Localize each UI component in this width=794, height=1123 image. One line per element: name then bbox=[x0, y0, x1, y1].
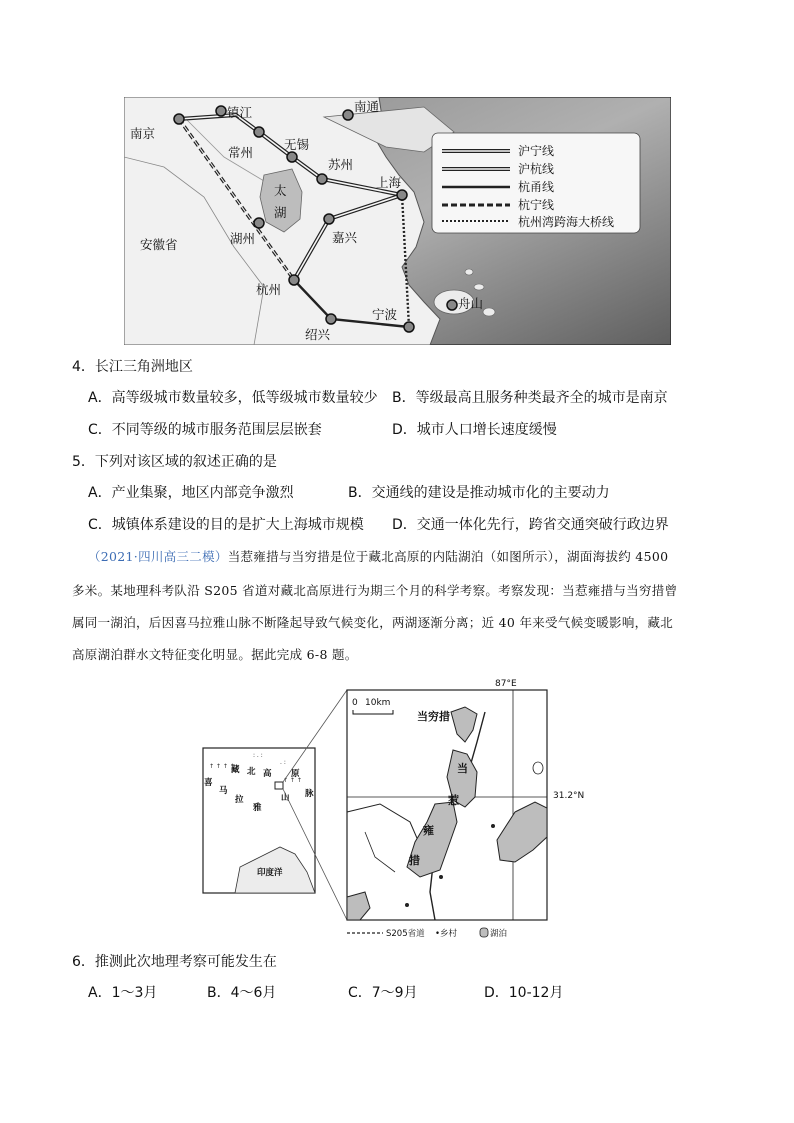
legend-label: 杭州湾跨海大桥线 bbox=[518, 215, 615, 229]
city-label: 镇江 bbox=[227, 105, 253, 120]
q4-option-d: D．城市人口增长速度缓慢 bbox=[392, 422, 557, 438]
legend-label: 杭宁线 bbox=[518, 198, 555, 212]
question-4-stem: 4．长江三角洲地区 bbox=[72, 359, 193, 375]
q6-option-d: D．10-12月 bbox=[484, 985, 564, 1001]
legend-label: 沪宁线 bbox=[518, 144, 555, 158]
city-label: 南通 bbox=[354, 99, 380, 114]
scale-zero: 0 bbox=[352, 698, 358, 708]
scale-km: 10km bbox=[365, 698, 391, 708]
inset-label: 北 bbox=[247, 767, 256, 777]
q6-option-b: B．4～6月 bbox=[207, 985, 277, 1001]
inset-label: 脉 bbox=[305, 789, 314, 799]
passage-line-4: 高原湖泊群水文特征变化明显。据此完成 6-8 题。 bbox=[72, 647, 358, 662]
legend-label: 杭甬线 bbox=[518, 180, 555, 194]
inset-label: 印度洋 bbox=[257, 868, 283, 878]
passage-line-2: 多米。某地理科考队沿 S205 省道对藏北高原进行为期三个月的科学考察。考察发现：当惹雍措与当穷措曾 bbox=[72, 583, 678, 598]
q5-option-a: A．产业集聚，地区内部竞争激烈 bbox=[88, 485, 294, 501]
city-label: 嘉兴 bbox=[332, 230, 358, 245]
legend-road: S205省道 bbox=[386, 929, 425, 939]
lake-label-north: 当穷措 bbox=[417, 710, 450, 723]
city-label: 湖州 bbox=[230, 231, 256, 246]
map-legend bbox=[432, 133, 640, 233]
svg-text:↑ ↑ ↑ ↑: ↑ ↑ ↑ ↑ bbox=[209, 763, 235, 770]
passage-line-1: （2021·四川高三二模）当惹雍措与当穷措是位于藏北高原的内陆湖泊（如图所示），湖面海拔约 4500 bbox=[88, 549, 669, 564]
city-label: 上海 bbox=[376, 175, 402, 190]
city-label: 杭州 bbox=[256, 282, 282, 297]
svg-text:↑ ↑ ↑: ↑ ↑ ↑ bbox=[283, 777, 302, 784]
lake-char: 惹 bbox=[448, 794, 459, 807]
inset-label: 喜 bbox=[204, 778, 213, 788]
svg-text:. :: . : bbox=[280, 759, 286, 766]
q5-option-c: C．城镇体系建设的目的是扩大上海城市规模 bbox=[88, 517, 364, 533]
city-label: 宁波 bbox=[372, 307, 398, 322]
city-label: 绍兴 bbox=[305, 327, 331, 342]
city-label: 常州 bbox=[228, 145, 254, 160]
inset-label: 藏 bbox=[231, 765, 240, 775]
q4-option-c: C．不同等级的城市服务范围层层嵌套 bbox=[88, 422, 322, 438]
city-label: 湖 bbox=[274, 205, 287, 220]
inset-label: 拉 bbox=[235, 795, 244, 805]
inset-label: 山 bbox=[281, 793, 290, 803]
lake-char: 措 bbox=[409, 854, 420, 867]
svg-text:: . :: : . : bbox=[253, 752, 263, 759]
longitude-label: 87°E bbox=[495, 679, 517, 689]
yangtze-delta-map bbox=[124, 97, 671, 345]
q5-option-b: B．交通线的建设是推动城市化的主要动力 bbox=[348, 485, 610, 501]
lake-char: 当 bbox=[457, 762, 468, 775]
legend-village: •乡村 bbox=[435, 929, 458, 939]
inset-label: 高 bbox=[263, 769, 272, 779]
province-label: 安徽省 bbox=[140, 237, 178, 252]
passage-line-3: 属同一湖泊，后因喜马拉雅山脉不断隆起导致气候变化，两湖逐渐分离；近 40 年来受气候变暖影响，藏北 bbox=[72, 615, 674, 630]
legend-label: 沪杭线 bbox=[518, 162, 555, 176]
inset-label: 马 bbox=[219, 786, 228, 796]
legend-lake: 湖泊 bbox=[490, 929, 508, 939]
q4-option-b: B．等级最高且服务种类最齐全的城市是南京 bbox=[392, 390, 668, 406]
city-label: 太 bbox=[274, 183, 287, 198]
city-label: 无锡 bbox=[284, 137, 310, 152]
q6-option-a: A．1～3月 bbox=[88, 985, 158, 1001]
city-label: 南京 bbox=[130, 126, 156, 141]
lake-char: 雍 bbox=[423, 824, 434, 837]
q4-option-a: A．高等级城市数量较多，低等级城市数量较少 bbox=[88, 390, 378, 406]
question-6-stem: 6．推测此次地理考察可能发生在 bbox=[72, 954, 277, 970]
q6-option-c: C．7～9月 bbox=[348, 985, 418, 1001]
q5-option-d: D．交通一体化先行，跨省交通突破行政边界 bbox=[392, 517, 669, 533]
city-label: 舟山 bbox=[458, 296, 484, 311]
city-label: 苏州 bbox=[328, 157, 354, 172]
question-source: （2021·四川高三二模） bbox=[88, 549, 228, 564]
question-5-stem: 5．下列对该区域的叙述正确的是 bbox=[72, 454, 277, 470]
inset-label: 原 bbox=[291, 769, 300, 779]
latitude-label: 31.2°N bbox=[553, 791, 585, 801]
tibet-lakes-map bbox=[195, 672, 625, 942]
inset-label: 雅 bbox=[253, 803, 262, 813]
